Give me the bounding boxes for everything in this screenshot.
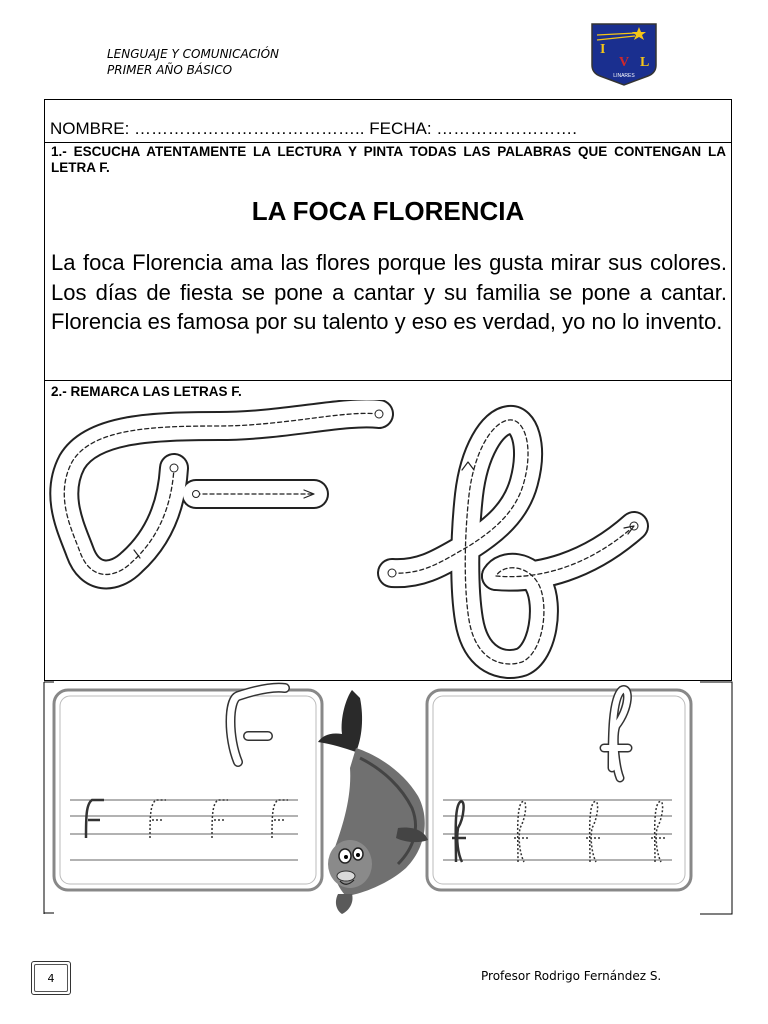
story-title: LA FOCA FLORENCIA (251, 196, 525, 226)
divider (44, 380, 732, 381)
school-logo (589, 21, 659, 87)
logo-letter-i: I (600, 42, 606, 57)
uppercase-f-trace-row (86, 800, 288, 838)
page-number: 4 (34, 964, 68, 992)
header-subject (107, 46, 279, 78)
uppercase-f-tracing (64, 410, 383, 574)
logo-letter-v: V (619, 55, 630, 70)
uppercase-f-practice-card (54, 688, 322, 890)
writing-lines (70, 800, 298, 860)
footer-author: Profesor Rodrigo Fernández S. (481, 969, 662, 983)
grade-label: PRIMER AÑO BÁSICO (107, 63, 233, 77)
seal-tail (318, 690, 362, 752)
seal-illustration (318, 690, 428, 914)
subject-label: LENGUAJE Y COMUNICACIÓN (107, 47, 280, 61)
page-number-box (31, 961, 71, 995)
lowercase-f-tracing (388, 420, 638, 664)
instruction-1: 1.- ESCUCHA ATENTAMENTE LA LECTURA Y PINTA TODAS LAS PALABRAS QUE CONTENGAN LA LETRA F. (51, 144, 726, 175)
story-text: La foca Florencia ama las flores porque les gusta mirar sus colores. Los días de fiesta se pone a cantar y su familia se pone a cantar. Florencia es famosa por su talento y eso es verdad, yo no lo invento. (51, 250, 727, 334)
divider (44, 142, 732, 143)
tracing-letters (44, 400, 732, 680)
lowercase-f-trace-row (452, 801, 665, 862)
lowercase-f-practice-card (427, 690, 691, 890)
practice-section (0, 678, 768, 918)
logo-caption: LINARES (613, 73, 635, 79)
instruction-2: 2.- REMARCA LAS LETRAS F. (51, 384, 242, 399)
logo-letter-l: L (640, 55, 650, 70)
writing-lines (443, 800, 672, 860)
name-date-line: NOMBRE: ………………………………….. FECHA: ……………………. (50, 119, 578, 138)
